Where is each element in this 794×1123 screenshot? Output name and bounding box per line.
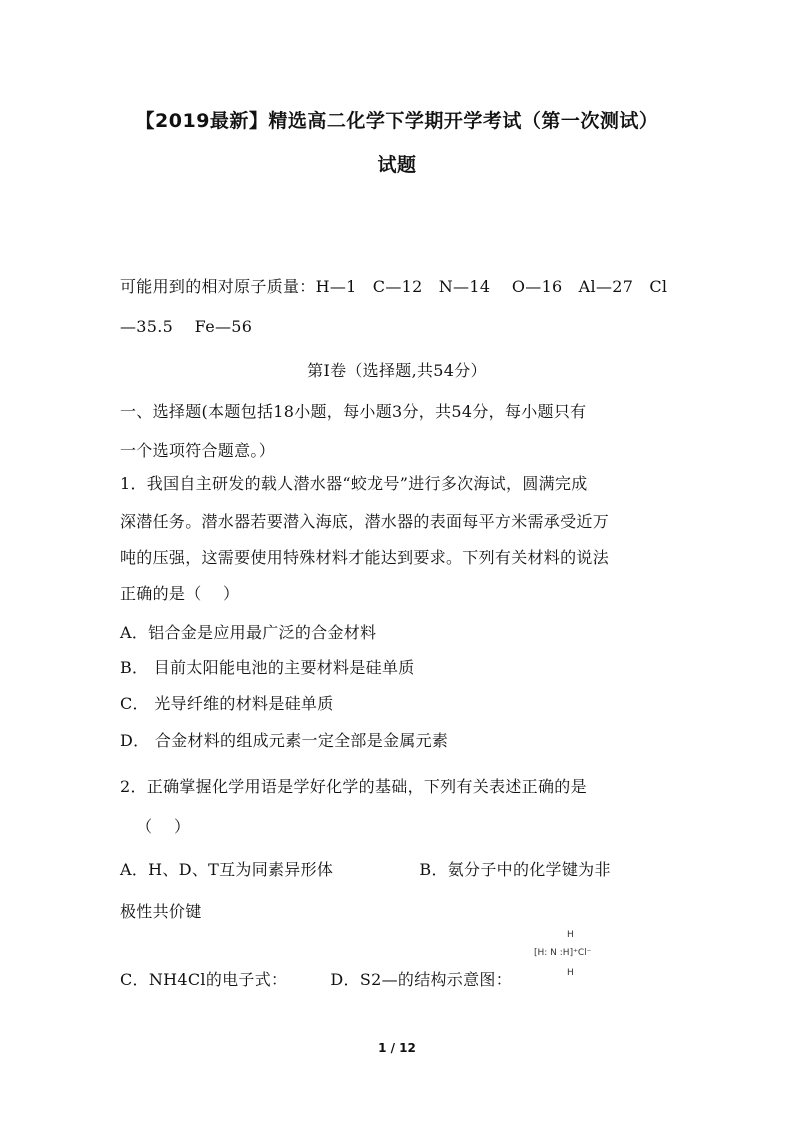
question-2-options-cd: C．NH4Cl的电子式： D．S2—的结构示意图： [120, 970, 512, 989]
question-1-option-b: B． 目前太阳能电池的主要材料是硅单质 [120, 658, 415, 677]
question-1-option-d: D． 合金材料的组成元素一定全部是金属元素 [120, 731, 449, 750]
structure-top-h: H [567, 930, 574, 940]
atomic-mass-line-continued: —35.5 Fe—56 [120, 317, 253, 336]
document-title: 【2019最新】精选高二化学下学期开学考试（第一次测试） [135, 110, 659, 132]
instruction-line: 一、选择题(本题包括18小题，每小题3分，共54分，每小题只有 [120, 402, 587, 421]
question-1-stem-4: 正确的是（ ） [120, 584, 240, 603]
document-title-continued: 试题 [377, 154, 417, 176]
question-2-option-b-continued: 极性共价键 [120, 902, 202, 921]
section-title: 第Ⅰ卷（选择题,共54分） [307, 361, 487, 380]
question-1-stem-2: 深潜任务。潜水器若要潜入海底，潜水器的表面每平方米需承受近万 [120, 512, 610, 531]
question-2-stem: 2．正确掌握化学用语是学好化学的基础，下列有关表述正确的是 [120, 777, 587, 796]
question-1-stem: 1．我国自主研发的载人潜水器“蛟龙号”进行多次海试，圆满完成 [120, 474, 588, 493]
question-1-option-a: A．铝合金是应用最广泛的合金材料 [120, 623, 377, 642]
instruction-line-continued: 一个选项符合题意。） [120, 441, 276, 460]
nh4cl-electron-formula [534, 930, 654, 982]
structure-middle: [H: N :H]⁺Cl⁻ [534, 948, 592, 958]
page-number: 1 / 12 [378, 1041, 416, 1055]
question-2-options-ab: A．H、D、T互为同素异形体 B．氨分子中的化学键为非 [120, 860, 611, 879]
atomic-mass-line: 可能用到的相对原子质量：H—1 C—12 N—14 O—16 Al—27 Cl [120, 277, 668, 296]
question-1-option-c: C． 光导纤维的材料是硅单质 [120, 694, 334, 713]
structure-bottom-h: H [567, 968, 574, 978]
question-2-stem-2: （ ） [120, 817, 191, 836]
question-1-stem-3: 吨的压强，这需要使用特殊材料才能达到要求。下列有关材料的说法 [120, 548, 610, 567]
